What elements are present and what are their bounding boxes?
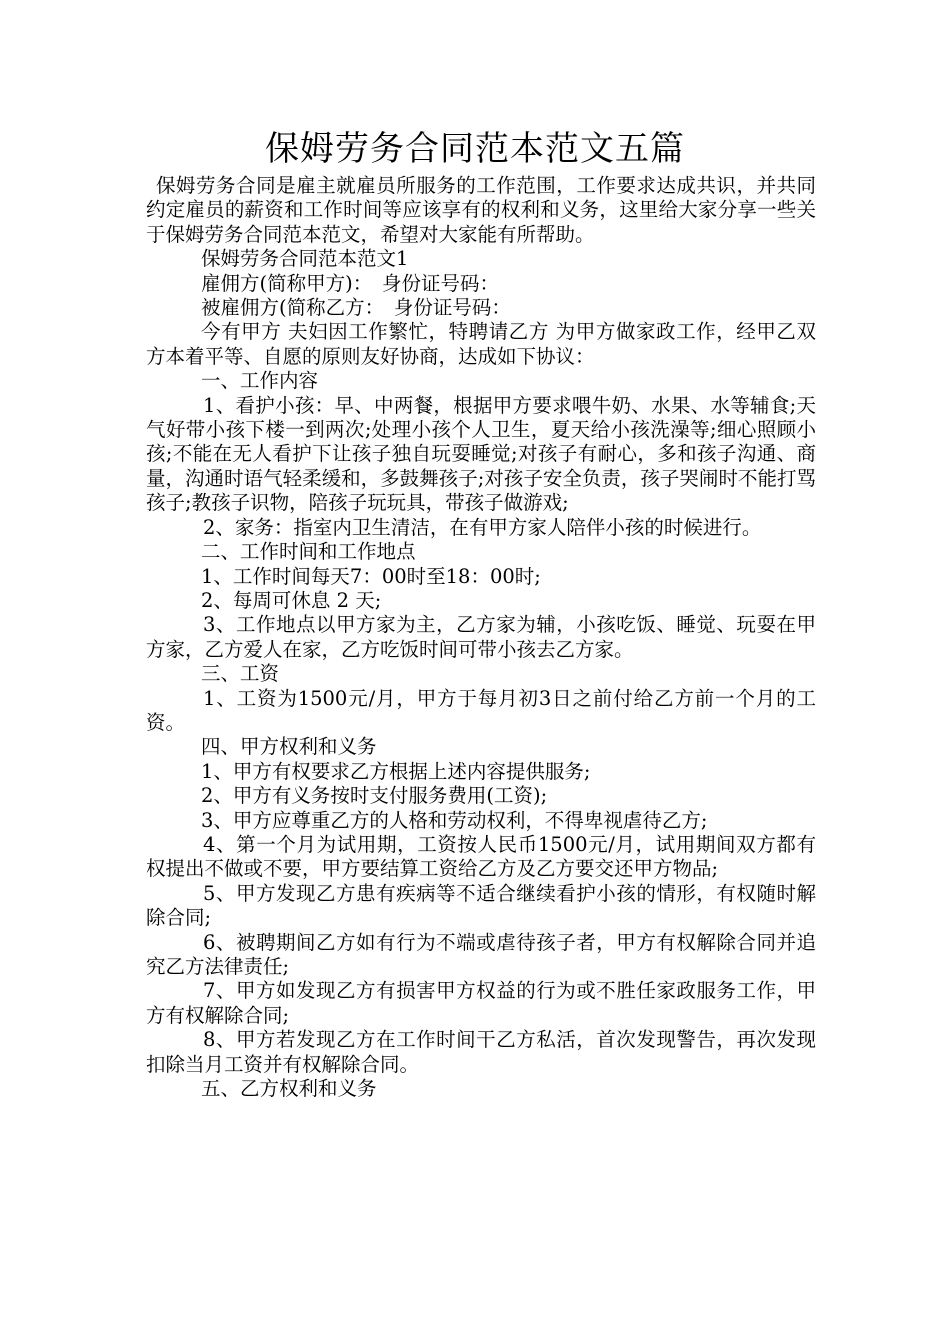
section-heading: 五、乙方权利和义务 [201,1077,377,1101]
clause-paragraph: 3、甲方应尊重乙方的人格和劳动权利，不得卑视虐待乙方; [201,808,708,832]
preamble-paragraph: 今有甲方 夫妇因工作繁忙，特聘请乙方 为甲方做家政工作，经甲乙双方本着平等、自愿的原则友好协商，达成如下协议： [146,320,816,368]
clause-paragraph: 1、工资为1500元/月，甲方于每月初3日之前付给乙方前一个月的工资。 [146,686,816,734]
section-heading: 三、工资 [201,662,280,686]
intro-paragraph: 保姆劳务合同是雇主就雇员所服务的工作范围，工作要求达成共识，并共同约定雇员的薪资和工作时间等应该享有的权利和义务，这里给大家分享一些关于保姆劳务合同范本范文，希望对大家能有所帮助。 [146,174,816,246]
clause-paragraph: 2、家务：指室内卫生清洁，在有甲方家人陪伴小孩的时候进行。 [203,515,762,539]
clause-paragraph: 2、甲方有义务按时支付服务费用(工资); [201,784,548,808]
clause-paragraph: 5、甲方发现乙方患有疾病等不适合继续看护小孩的情形，有权随时解除合同; [146,881,816,930]
clause-paragraph: 2、每周可休息 2 天; [201,588,382,612]
section-heading: 一、工作内容 [201,369,319,393]
document-body [146,174,816,1101]
party-a-line: 雇佣方(简称甲方)： 身份证号码： [201,271,499,295]
clause-paragraph: 4、第一个月为试用期，工资按人民币1500元/月，试用期间双方都有权提出不做或不要，甲方要结算工资给乙方及乙方要交还甲方物品; [146,832,816,881]
clause-paragraph: 1、甲方有权要求乙方根据上述内容提供服务; [201,759,591,783]
section-heading: 二、工作时间和工作地点 [201,540,416,564]
clause-paragraph: 7、甲方如发现乙方有损害甲方权益的行为或不胜任家政服务工作，甲方有权解除合同; [146,979,816,1027]
clause-paragraph: 1、看护小孩：早、中两餐，根据甲方要求喂牛奶、水果、水等辅食;天气好带小孩下楼一到两次;处理小孩个人卫生，夏天给小孩洗澡等;细心照顾小孩;不能在无人看护下让孩子独自玩耍睡觉;对孩子有耐心，多和孩子沟通、商量，沟通时语气轻柔缓和，多鼓舞孩子;对孩子安全负责，孩子哭闹时不能打骂孩子;教孩子识物，陪孩子玩玩具，带孩子做游戏; [146,393,816,515]
document-title: 保姆劳务合同范本范文五篇 [265,129,685,169]
contract-subtitle: 保姆劳务合同范本范文1 [201,247,409,271]
party-b-line: 被雇佣方(简称乙方： 身份证号码： [201,296,511,320]
clause-paragraph: 1、工作时间每天7：00时至18：00时; [201,564,541,588]
section-heading: 四、甲方权利和义务 [201,735,377,759]
clause-paragraph: 8、甲方若发现乙方在工作时间干乙方私活，首次发现警告，再次发现扣除当月工资并有权解除合同。 [146,1028,816,1076]
clause-paragraph: 6、被聘期间乙方如有行为不端或虐待孩子者，甲方有权解除合同并追究乙方法律责任; [146,930,816,978]
clause-paragraph: 3、工作地点以甲方家为主，乙方家为辅，小孩吃饭、睡觉、玩耍在甲方家，乙方爱人在家，乙方吃饭时间可带小孩去乙方家。 [146,613,816,661]
